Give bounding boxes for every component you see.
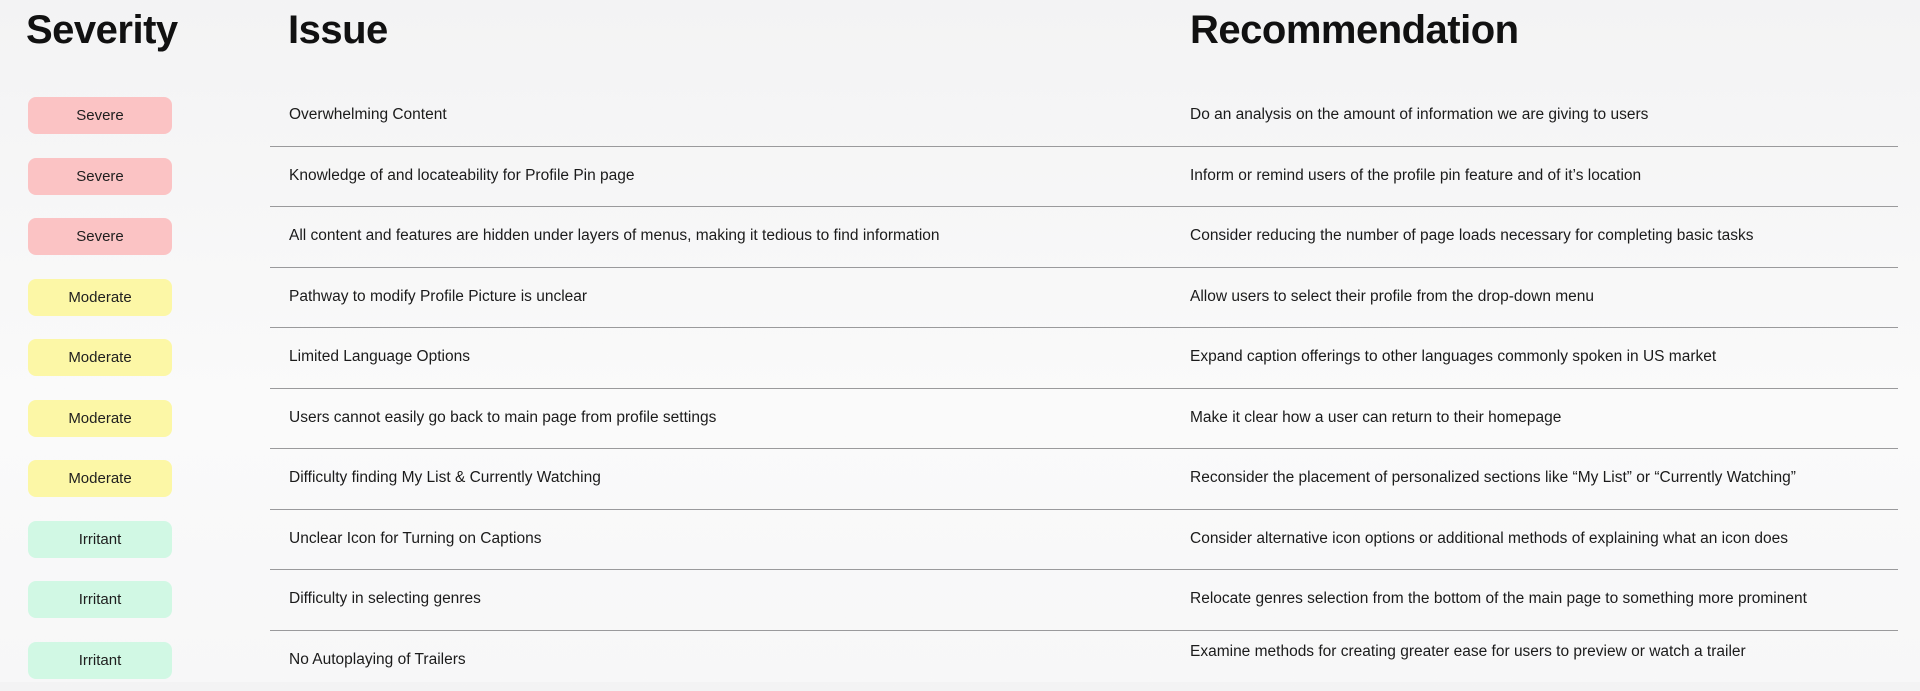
issue-column-header: Issue bbox=[288, 8, 388, 53]
recommendation-text: Make it clear how a user can return to their homepage bbox=[1190, 409, 1561, 427]
issue-text: Knowledge of and locateability for Profile Pin page bbox=[289, 167, 635, 185]
severity-badge-irritant: Irritant bbox=[28, 642, 172, 679]
recommendation-text: Consider reducing the number of page loads necessary for completing basic tasks bbox=[1190, 227, 1753, 245]
recommendation-text: Do an analysis on the amount of information we are giving to users bbox=[1190, 106, 1648, 124]
issue-text: Difficulty in selecting genres bbox=[289, 590, 481, 608]
severity-badge-moderate: Moderate bbox=[28, 339, 172, 376]
recommendation-text: Reconsider the placement of personalized sections like “My List” or “Currently Watching” bbox=[1190, 469, 1796, 487]
severity-badge-severe: Severe bbox=[28, 218, 172, 255]
recommendation-text: Consider alternative icon options or additional methods of explaining what an icon does bbox=[1190, 530, 1788, 548]
issue-text: Pathway to modify Profile Picture is unclear bbox=[289, 288, 587, 306]
table-row bbox=[0, 510, 1920, 571]
table-row bbox=[0, 268, 1920, 329]
table-row bbox=[0, 328, 1920, 389]
issue-text: Users cannot easily go back to main page from profile settings bbox=[289, 409, 716, 427]
issue-text: Unclear Icon for Turning on Captions bbox=[289, 530, 541, 548]
table-row bbox=[0, 86, 1920, 147]
severity-badge-severe: Severe bbox=[28, 97, 172, 134]
table-header bbox=[0, 0, 1920, 80]
recommendation-column-header: Recommendation bbox=[1190, 8, 1519, 53]
severity-badge-irritant: Irritant bbox=[28, 521, 172, 558]
table-row bbox=[0, 389, 1920, 450]
severity-badge-irritant: Irritant bbox=[28, 581, 172, 618]
recommendation-text: Allow users to select their profile from the drop-down menu bbox=[1190, 288, 1594, 306]
issue-text: All content and features are hidden under layers of menus, making it tedious to find information bbox=[289, 227, 940, 245]
table-row bbox=[0, 570, 1920, 631]
issue-text: Limited Language Options bbox=[289, 348, 470, 366]
issue-text: Difficulty finding My List & Currently Watching bbox=[289, 469, 601, 487]
issue-text: No Autoplaying of Trailers bbox=[289, 651, 466, 669]
severity-column-header: Severity bbox=[26, 8, 178, 53]
severity-badge-severe: Severe bbox=[28, 158, 172, 195]
recommendation-text: Inform or remind users of the profile pin feature and of it’s location bbox=[1190, 167, 1641, 185]
table-row bbox=[0, 207, 1920, 268]
table-row bbox=[0, 147, 1920, 208]
table-body bbox=[0, 86, 1920, 691]
table-row bbox=[0, 449, 1920, 510]
recommendation-text: Expand caption offerings to other languages commonly spoken in US market bbox=[1190, 348, 1716, 366]
severity-badge-moderate: Moderate bbox=[28, 460, 172, 497]
severity-badge-moderate: Moderate bbox=[28, 400, 172, 437]
issue-text: Overwhelming Content bbox=[289, 106, 447, 124]
recommendation-text: Examine methods for creating greater ease for users to preview or watch a trailer bbox=[1190, 643, 1746, 661]
recommendation-text: Relocate genres selection from the bottom of the main page to something more prominent bbox=[1190, 590, 1807, 608]
severity-badge-moderate: Moderate bbox=[28, 279, 172, 316]
